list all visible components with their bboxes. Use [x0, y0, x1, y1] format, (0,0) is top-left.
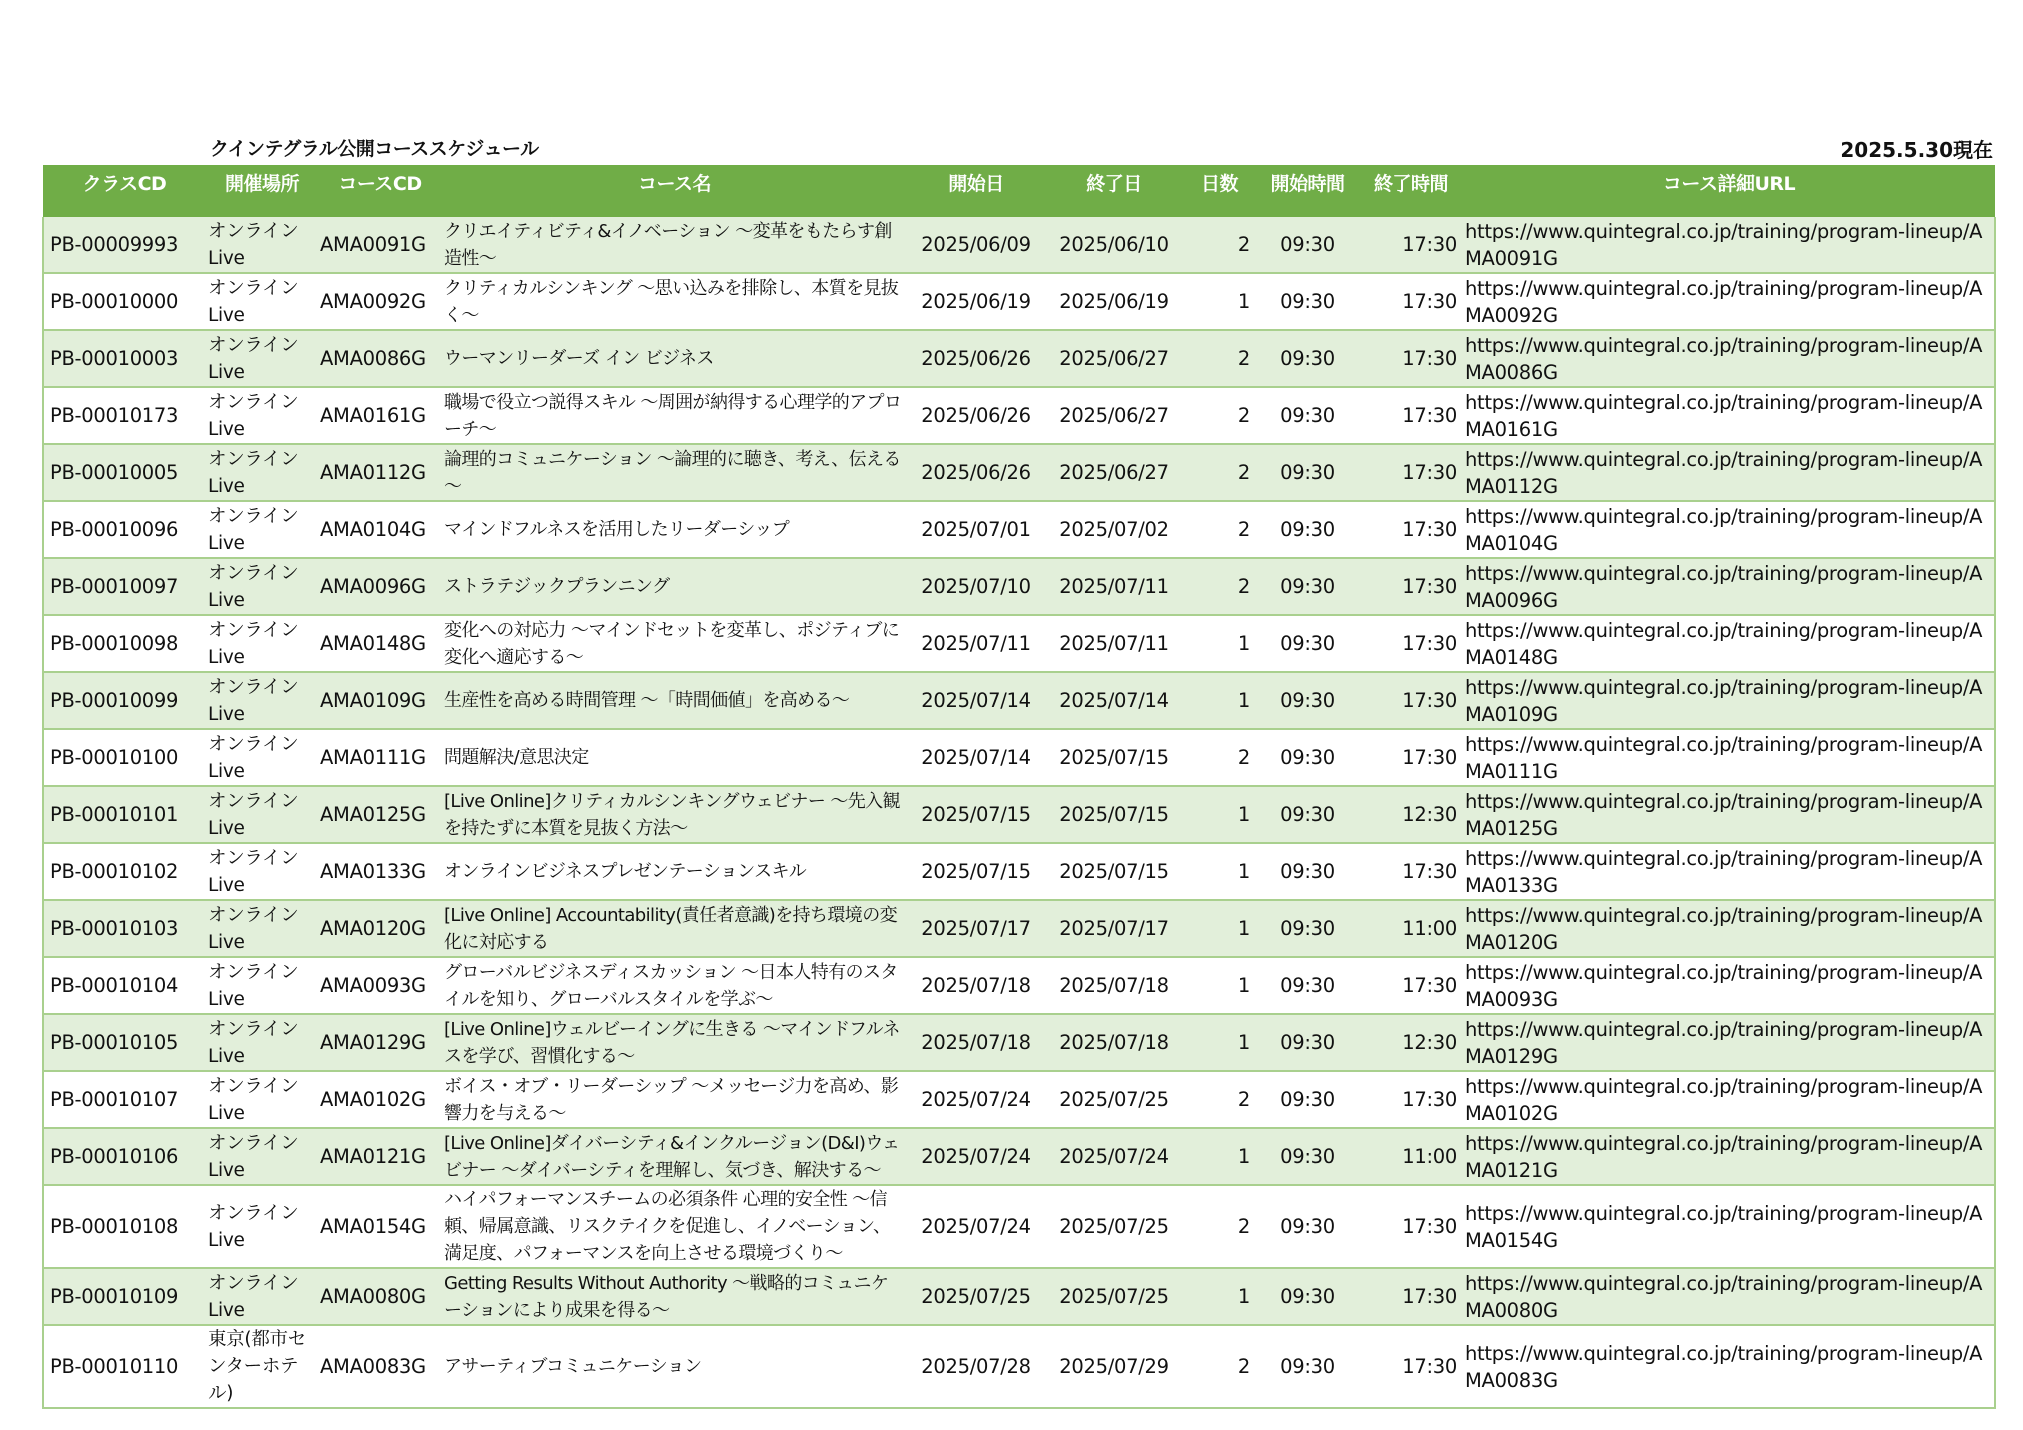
- start-date-cell: 2025/07/10: [907, 558, 1045, 615]
- start-date-cell: 2025/06/26: [907, 330, 1045, 387]
- course-name-cell: [Live Online] Accountability(責任者意識)を持ち環境の変化に対応する: [442, 900, 907, 957]
- start-date-cell: 2025/07/18: [907, 957, 1045, 1014]
- end-time-cell: 17:30: [1359, 330, 1463, 387]
- course-name-cell: ストラテジックプランニング: [442, 558, 907, 615]
- start-time-cell: 09:30: [1256, 501, 1359, 558]
- class-cd-cell: PB-00010101: [43, 786, 206, 843]
- days-cell: 1: [1183, 615, 1256, 672]
- end-time-cell: 17:30: [1359, 957, 1463, 1014]
- days-cell: 2: [1183, 1071, 1256, 1128]
- course-name-cell: 生産性を高める時間管理 ～「時間価値」を高める～: [442, 672, 907, 729]
- class-cd-cell: PB-00010098: [43, 615, 206, 672]
- table-row: [43, 615, 1995, 672]
- table-row: [43, 1325, 1995, 1408]
- course-cd-cell: AMA0129G: [318, 1014, 442, 1071]
- class-cd-cell: PB-00010103: [43, 900, 206, 957]
- days-cell: 1: [1183, 1128, 1256, 1185]
- days-cell: 2: [1183, 501, 1256, 558]
- start-time-cell: 09:30: [1256, 957, 1359, 1014]
- course-cd-cell: AMA0125G: [318, 786, 442, 843]
- header-course-name: コース名: [442, 165, 907, 217]
- start-time-cell: 09:30: [1256, 387, 1359, 444]
- end-time-cell: 11:00: [1359, 1128, 1463, 1185]
- start-time-cell: 09:30: [1256, 444, 1359, 501]
- location-cell: オンライン Live: [206, 330, 318, 387]
- schedule-table: [42, 165, 1996, 1409]
- start-time-cell: 09:30: [1256, 273, 1359, 330]
- start-time-cell: 09:30: [1256, 1185, 1359, 1268]
- course-url-link[interactable]: https://www.quintegral.co.jp/training/program-lineup/AMA0111G: [1463, 729, 1995, 786]
- end-time-cell: 17:30: [1359, 217, 1463, 273]
- start-time-cell: 09:30: [1256, 217, 1359, 273]
- days-cell: 2: [1183, 444, 1256, 501]
- class-cd-cell: PB-00010005: [43, 444, 206, 501]
- table-row: [43, 672, 1995, 729]
- location-cell: オンライン Live: [206, 1185, 318, 1268]
- start-date-cell: 2025/07/24: [907, 1071, 1045, 1128]
- course-name-cell: ボイス・オブ・リーダーシップ ～メッセージ力を高め、影響力を与える～: [442, 1071, 907, 1128]
- course-url-link[interactable]: https://www.quintegral.co.jp/training/program-lineup/AMA0083G: [1463, 1325, 1995, 1408]
- end-time-cell: 17:30: [1359, 1268, 1463, 1325]
- course-name-cell: クリエイティビティ&イノベーション ～変革をもたらす創造性～: [442, 217, 907, 273]
- days-cell: 2: [1183, 217, 1256, 273]
- course-url-link[interactable]: https://www.quintegral.co.jp/training/program-lineup/AMA0129G: [1463, 1014, 1995, 1071]
- course-url-link[interactable]: https://www.quintegral.co.jp/training/program-lineup/AMA0091G: [1463, 217, 1995, 273]
- start-date-cell: 2025/07/14: [907, 729, 1045, 786]
- course-cd-cell: AMA0091G: [318, 217, 442, 273]
- start-date-cell: 2025/07/14: [907, 672, 1045, 729]
- table-row: [43, 330, 1995, 387]
- as-of-date: 2025.5.30現在: [1840, 138, 1993, 162]
- end-time-cell: 17:30: [1359, 1185, 1463, 1268]
- start-time-cell: 09:30: [1256, 1268, 1359, 1325]
- end-time-cell: 17:30: [1359, 387, 1463, 444]
- table-row: [43, 273, 1995, 330]
- course-name-cell: 変化への対応力 ～マインドセットを変革し、ポジティブに変化へ適応する～: [442, 615, 907, 672]
- course-cd-cell: AMA0154G: [318, 1185, 442, 1268]
- end-time-cell: 12:30: [1359, 1014, 1463, 1071]
- course-name-cell: クリティカルシンキング ～思い込みを排除し、本質を見抜く～: [442, 273, 907, 330]
- course-name-cell: ウーマンリーダーズ イン ビジネス: [442, 330, 907, 387]
- end-date-cell: 2025/07/17: [1045, 900, 1183, 957]
- location-cell: オンライン Live: [206, 558, 318, 615]
- table-row: [43, 217, 1995, 273]
- course-cd-cell: AMA0120G: [318, 900, 442, 957]
- location-cell: オンライン Live: [206, 1071, 318, 1128]
- class-cd-cell: PB-00010173: [43, 387, 206, 444]
- course-cd-cell: AMA0121G: [318, 1128, 442, 1185]
- days-cell: 2: [1183, 1185, 1256, 1268]
- days-cell: 1: [1183, 1014, 1256, 1071]
- end-date-cell: 2025/06/27: [1045, 444, 1183, 501]
- table-row: [43, 900, 1995, 957]
- course-url-link[interactable]: https://www.quintegral.co.jp/training/program-lineup/AMA0096G: [1463, 558, 1995, 615]
- course-url-link[interactable]: https://www.quintegral.co.jp/training/program-lineup/AMA0125G: [1463, 786, 1995, 843]
- days-cell: 1: [1183, 1268, 1256, 1325]
- end-time-cell: 17:30: [1359, 843, 1463, 900]
- location-cell: オンライン Live: [206, 387, 318, 444]
- end-date-cell: 2025/07/11: [1045, 558, 1183, 615]
- end-date-cell: 2025/07/18: [1045, 957, 1183, 1014]
- course-name-cell: アサーティブコミュニケーション: [442, 1325, 907, 1408]
- start-time-cell: 09:30: [1256, 1071, 1359, 1128]
- course-url-link[interactable]: https://www.quintegral.co.jp/training/program-lineup/AMA0161G: [1463, 387, 1995, 444]
- course-cd-cell: AMA0148G: [318, 615, 442, 672]
- course-name-cell: 論理的コミュニケーション ～論理的に聴き、考え、伝える～: [442, 444, 907, 501]
- start-time-cell: 09:30: [1256, 1128, 1359, 1185]
- course-cd-cell: AMA0111G: [318, 729, 442, 786]
- course-cd-cell: AMA0104G: [318, 501, 442, 558]
- start-date-cell: 2025/07/24: [907, 1185, 1045, 1268]
- location-cell: オンライン Live: [206, 1268, 318, 1325]
- end-time-cell: 17:30: [1359, 273, 1463, 330]
- end-time-cell: 17:30: [1359, 672, 1463, 729]
- course-name-cell: Getting Results Without Authority ～戦略的コミュニケーションにより成果を得る～: [442, 1268, 907, 1325]
- end-date-cell: 2025/06/27: [1045, 387, 1183, 444]
- start-date-cell: 2025/06/26: [907, 387, 1045, 444]
- course-url-link[interactable]: https://www.quintegral.co.jp/training/program-lineup/AMA0086G: [1463, 330, 1995, 387]
- course-cd-cell: AMA0161G: [318, 387, 442, 444]
- course-name-cell: [Live Online]ダイバーシティ&インクルージョン(D&I)ウェビナー ～ダイバーシティを理解し、気づき、解決する～: [442, 1128, 907, 1185]
- end-date-cell: 2025/07/25: [1045, 1185, 1183, 1268]
- class-cd-cell: PB-00009993: [43, 217, 206, 273]
- header-days: 日数: [1183, 165, 1256, 217]
- location-cell: 東京(都市センターホテル): [206, 1325, 318, 1408]
- table-row: [43, 558, 1995, 615]
- location-cell: オンライン Live: [206, 1014, 318, 1071]
- course-cd-cell: AMA0086G: [318, 330, 442, 387]
- course-name-cell: 職場で役立つ説得スキル ～周囲が納得する心理学的アプローチ～: [442, 387, 907, 444]
- end-date-cell: 2025/07/25: [1045, 1071, 1183, 1128]
- start-time-cell: 09:30: [1256, 672, 1359, 729]
- table-row: [43, 1128, 1995, 1185]
- location-cell: オンライン Live: [206, 1128, 318, 1185]
- location-cell: オンライン Live: [206, 672, 318, 729]
- location-cell: オンライン Live: [206, 501, 318, 558]
- start-date-cell: 2025/06/09: [907, 217, 1045, 273]
- header-start-time: 開始時間: [1256, 165, 1359, 217]
- start-date-cell: 2025/07/11: [907, 615, 1045, 672]
- course-name-cell: グローバルビジネスディスカッション ～日本人特有のスタイルを知り、グローバルスタイルを学ぶ～: [442, 957, 907, 1014]
- end-time-cell: 17:30: [1359, 615, 1463, 672]
- end-time-cell: 17:30: [1359, 558, 1463, 615]
- start-date-cell: 2025/07/17: [907, 900, 1045, 957]
- class-cd-cell: PB-00010105: [43, 1014, 206, 1071]
- days-cell: 1: [1183, 900, 1256, 957]
- start-date-cell: 2025/07/01: [907, 501, 1045, 558]
- days-cell: 1: [1183, 843, 1256, 900]
- header-location: 開催場所: [206, 165, 318, 217]
- end-time-cell: 17:30: [1359, 1071, 1463, 1128]
- course-cd-cell: AMA0109G: [318, 672, 442, 729]
- days-cell: 1: [1183, 786, 1256, 843]
- end-time-cell: 17:30: [1359, 729, 1463, 786]
- course-cd-cell: AMA0112G: [318, 444, 442, 501]
- end-date-cell: 2025/07/15: [1045, 729, 1183, 786]
- course-url-link[interactable]: https://www.quintegral.co.jp/training/program-lineup/AMA0109G: [1463, 672, 1995, 729]
- start-time-cell: 09:30: [1256, 786, 1359, 843]
- class-cd-cell: PB-00010108: [43, 1185, 206, 1268]
- days-cell: 1: [1183, 957, 1256, 1014]
- start-date-cell: 2025/07/15: [907, 843, 1045, 900]
- class-cd-cell: PB-00010096: [43, 501, 206, 558]
- location-cell: オンライン Live: [206, 217, 318, 273]
- course-name-cell: 問題解決/意思決定: [442, 729, 907, 786]
- header-start-date: 開始日: [907, 165, 1045, 217]
- location-cell: オンライン Live: [206, 729, 318, 786]
- table-row: [43, 444, 1995, 501]
- course-cd-cell: AMA0080G: [318, 1268, 442, 1325]
- class-cd-cell: PB-00010107: [43, 1071, 206, 1128]
- table-row: [43, 387, 1995, 444]
- table-header-row: [43, 165, 1995, 217]
- end-time-cell: 17:30: [1359, 1325, 1463, 1408]
- course-url-link[interactable]: https://www.quintegral.co.jp/training/program-lineup/AMA0120G: [1463, 900, 1995, 957]
- class-cd-cell: PB-00010106: [43, 1128, 206, 1185]
- days-cell: 2: [1183, 558, 1256, 615]
- course-url-link[interactable]: https://www.quintegral.co.jp/training/program-lineup/AMA0148G: [1463, 615, 1995, 672]
- course-name-cell: [Live Online]ウェルビーイングに生きる ～マインドフルネスを学び、習慣化する～: [442, 1014, 907, 1071]
- location-cell: オンライン Live: [206, 273, 318, 330]
- location-cell: オンライン Live: [206, 900, 318, 957]
- course-cd-cell: AMA0096G: [318, 558, 442, 615]
- course-cd-cell: AMA0102G: [318, 1071, 442, 1128]
- start-date-cell: 2025/06/26: [907, 444, 1045, 501]
- class-cd-cell: PB-00010104: [43, 957, 206, 1014]
- course-name-cell: ハイパフォーマンスチームの必須条件 心理的安全性 ～信頼、帰属意識、リスクテイクを促進し、イノベーション、満足度、パフォーマンスを向上させる環境づくり～: [442, 1185, 907, 1268]
- course-url-link[interactable]: https://www.quintegral.co.jp/training/program-lineup/AMA0102G: [1463, 1071, 1995, 1128]
- days-cell: 2: [1183, 729, 1256, 786]
- end-time-cell: 11:00: [1359, 900, 1463, 957]
- end-date-cell: 2025/07/15: [1045, 786, 1183, 843]
- end-date-cell: 2025/07/11: [1045, 615, 1183, 672]
- table-row: [43, 1268, 1995, 1325]
- start-date-cell: 2025/07/18: [907, 1014, 1045, 1071]
- location-cell: オンライン Live: [206, 444, 318, 501]
- course-cd-cell: AMA0092G: [318, 273, 442, 330]
- header-course-cd: コースCD: [318, 165, 442, 217]
- class-cd-cell: PB-00010099: [43, 672, 206, 729]
- course-url-link[interactable]: https://www.quintegral.co.jp/training/program-lineup/AMA0133G: [1463, 843, 1995, 900]
- class-cd-cell: PB-00010003: [43, 330, 206, 387]
- header-end-date: 終了日: [1045, 165, 1183, 217]
- end-time-cell: 12:30: [1359, 786, 1463, 843]
- end-date-cell: 2025/07/15: [1045, 843, 1183, 900]
- start-date-cell: 2025/07/24: [907, 1128, 1045, 1185]
- start-time-cell: 09:30: [1256, 900, 1359, 957]
- table-row: [43, 786, 1995, 843]
- table-row: [43, 957, 1995, 1014]
- location-cell: オンライン Live: [206, 843, 318, 900]
- start-time-cell: 09:30: [1256, 1014, 1359, 1071]
- course-url-link[interactable]: https://www.quintegral.co.jp/training/program-lineup/AMA0092G: [1463, 273, 1995, 330]
- start-time-cell: 09:30: [1256, 729, 1359, 786]
- start-time-cell: 09:30: [1256, 1325, 1359, 1408]
- class-cd-cell: PB-00010110: [43, 1325, 206, 1408]
- course-url-link[interactable]: https://www.quintegral.co.jp/training/program-lineup/AMA0112G: [1463, 444, 1995, 501]
- days-cell: 1: [1183, 273, 1256, 330]
- start-time-cell: 09:30: [1256, 615, 1359, 672]
- end-date-cell: 2025/06/27: [1045, 330, 1183, 387]
- end-date-cell: 2025/07/25: [1045, 1268, 1183, 1325]
- class-cd-cell: PB-00010000: [43, 273, 206, 330]
- class-cd-cell: PB-00010100: [43, 729, 206, 786]
- header-url: コース詳細URL: [1463, 165, 1995, 217]
- course-cd-cell: AMA0093G: [318, 957, 442, 1014]
- start-time-cell: 09:30: [1256, 843, 1359, 900]
- page-title: クインテグラル公開コーススケジュール: [210, 138, 539, 160]
- course-cd-cell: AMA0083G: [318, 1325, 442, 1408]
- table-row: [43, 1185, 1995, 1268]
- start-time-cell: 09:30: [1256, 558, 1359, 615]
- end-date-cell: 2025/07/24: [1045, 1128, 1183, 1185]
- header-end-time: 終了時間: [1359, 165, 1463, 217]
- header-class-cd: クラスCD: [43, 165, 206, 217]
- days-cell: 2: [1183, 330, 1256, 387]
- course-url-link[interactable]: https://www.quintegral.co.jp/training/program-lineup/AMA0080G: [1463, 1268, 1995, 1325]
- end-time-cell: 17:30: [1359, 444, 1463, 501]
- end-date-cell: 2025/07/14: [1045, 672, 1183, 729]
- table-row: [43, 843, 1995, 900]
- days-cell: 2: [1183, 1325, 1256, 1408]
- class-cd-cell: PB-00010102: [43, 843, 206, 900]
- location-cell: オンライン Live: [206, 615, 318, 672]
- days-cell: 2: [1183, 387, 1256, 444]
- course-name-cell: マインドフルネスを活用したリーダーシップ: [442, 501, 907, 558]
- course-name-cell: [Live Online]クリティカルシンキングウェビナー ～先入観を持たずに本質を見抜く方法～: [442, 786, 907, 843]
- class-cd-cell: PB-00010097: [43, 558, 206, 615]
- course-url-link[interactable]: https://www.quintegral.co.jp/training/program-lineup/AMA0104G: [1463, 501, 1995, 558]
- table-row: [43, 501, 1995, 558]
- start-date-cell: 2025/07/25: [907, 1268, 1045, 1325]
- course-url-link[interactable]: https://www.quintegral.co.jp/training/program-lineup/AMA0121G: [1463, 1128, 1995, 1185]
- end-date-cell: 2025/07/29: [1045, 1325, 1183, 1408]
- end-time-cell: 17:30: [1359, 501, 1463, 558]
- end-date-cell: 2025/07/02: [1045, 501, 1183, 558]
- course-name-cell: オンラインビジネスプレゼンテーションスキル: [442, 843, 907, 900]
- end-date-cell: 2025/06/10: [1045, 217, 1183, 273]
- table-row: [43, 729, 1995, 786]
- class-cd-cell: PB-00010109: [43, 1268, 206, 1325]
- days-cell: 1: [1183, 672, 1256, 729]
- start-date-cell: 2025/06/19: [907, 273, 1045, 330]
- start-date-cell: 2025/07/28: [907, 1325, 1045, 1408]
- course-url-link[interactable]: https://www.quintegral.co.jp/training/program-lineup/AMA0154G: [1463, 1185, 1995, 1268]
- end-date-cell: 2025/07/18: [1045, 1014, 1183, 1071]
- end-date-cell: 2025/06/19: [1045, 273, 1183, 330]
- location-cell: オンライン Live: [206, 786, 318, 843]
- table-row: [43, 1014, 1995, 1071]
- start-time-cell: 09:30: [1256, 330, 1359, 387]
- course-url-link[interactable]: https://www.quintegral.co.jp/training/program-lineup/AMA0093G: [1463, 957, 1995, 1014]
- location-cell: オンライン Live: [206, 957, 318, 1014]
- start-date-cell: 2025/07/15: [907, 786, 1045, 843]
- table-row: [43, 1071, 1995, 1128]
- course-cd-cell: AMA0133G: [318, 843, 442, 900]
